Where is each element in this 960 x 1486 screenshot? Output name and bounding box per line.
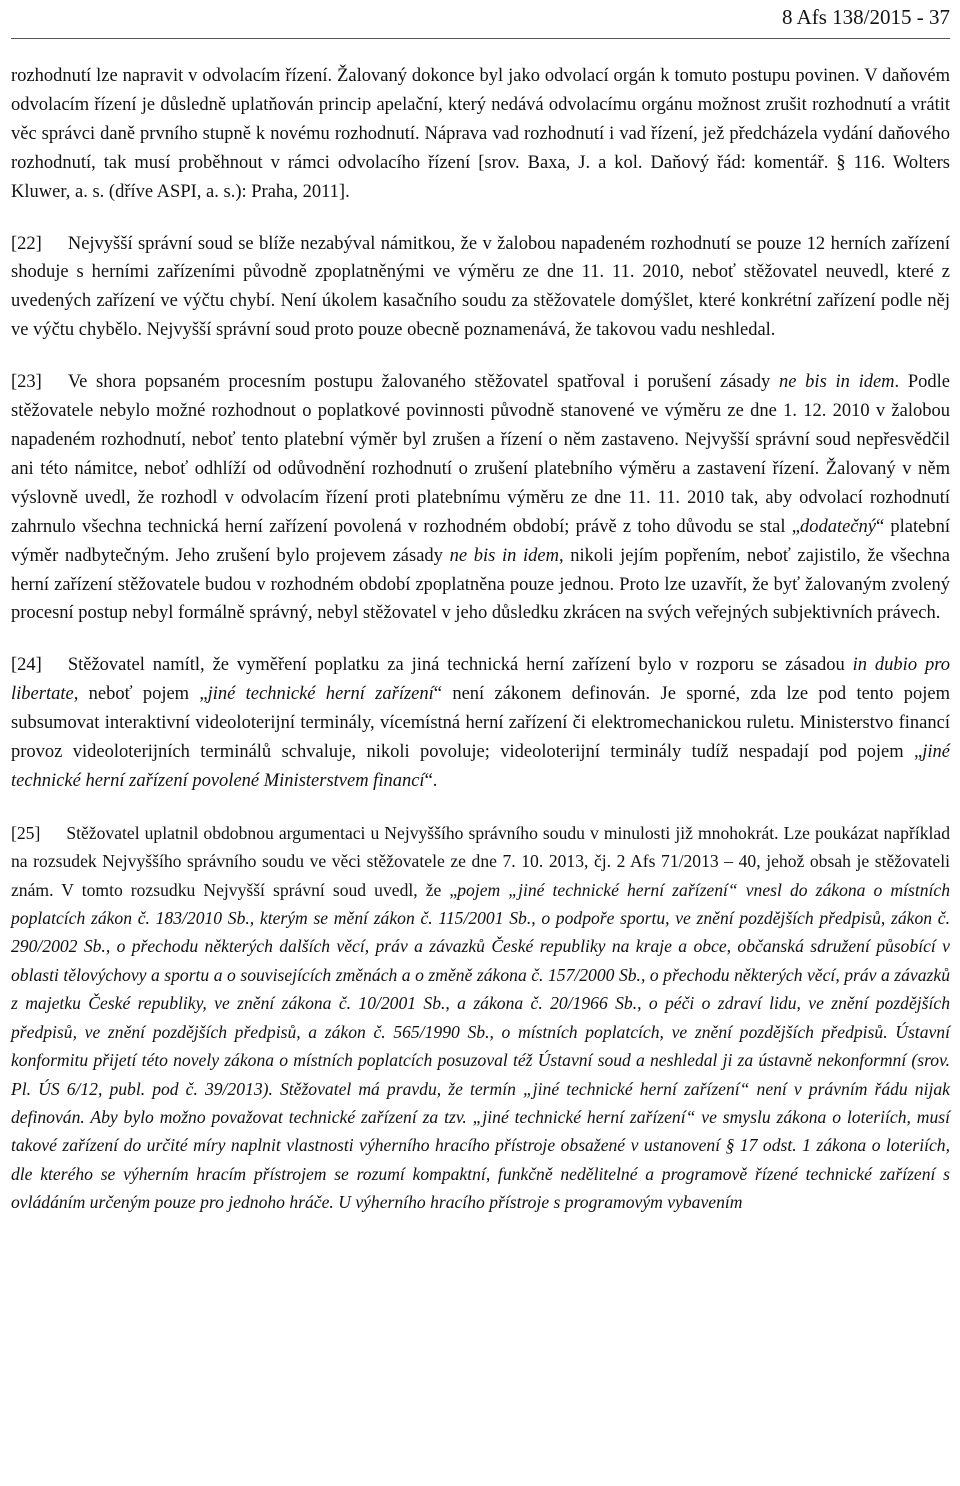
italic-text-segment: in dubio pro libertate	[11, 655, 950, 705]
paragraph-p24	[11, 651, 950, 796]
italic-text-segment: dodatečný	[799, 516, 876, 537]
text-segment: . Podle stěžovatele nebylo možné rozhodnout o poplatkové povinnosti původně stanovené ve výměru ze dne 1. 12. 2010 v žalobou napadeném rozhodnutí, neboť tento platební výměr byl zrušen a řízení o něm zastaveno. Nejvyšší správní soud nepřesvědčil ani této námitce, neboť odhlíží od odůvodnění rozhodnutí o zrušení platebního výměru a zastavení řízení. Žalovaný v něm výslovně uvedl, že rozhodl v odvolacím řízení proti platebnímu výměru ze dne 11. 11. 2010 tak, aby odvolací rozhodnutí zahrnulo všechna technická herní zařízení povolená v rozhodném období; právě z toho důvodu se stal „	[11, 372, 950, 537]
paragraph-number: [24]	[11, 655, 42, 676]
case-reference-header: 8 Afs 138/2015 - 37	[782, 5, 950, 29]
document-body	[11, 62, 950, 1217]
italic-text-segment: pojem „jiné technické herní zařízení“ vnesl do zákona o místních poplatcích zákon č. 183/2010 Sb., kterým se mění zákon č. 115/2001 Sb., o podpoře sportu, ve znění pozdějších předpisů, zákon č. 290/2002 Sb., o přechodu některých dalších věcí, práv a závazků České republiky na kraje a obce, občanská sdružení působící v oblasti tělovýchovy a sportu a o souvisejících změnách a o změně zákona č. 157/2000 Sb., o přechodu některých věcí, práv a závazků z majetku České republiky, ve znění zákona č. 10/2001 Sb., a zákona č. 20/1966 Sb., o péči o zdraví lidu, ve znění pozdějších předpisů, ve znění pozdějších předpisů, a zákon č. 565/1990 Sb., o místních poplatcích, ve znění pozdějších předpisů. Ústavní konformitu přijetí této novely zákona o místních poplatcích posuzoval též Ústavní soud a neshledal ji za ústavně nekonformní (srov. Pl. ÚS 6/12, publ. pod č. 39/2013). Stěžovatel má pravdu, že termín „jiné technické herní zařízení“ není v právním řádu nijak definován. Aby bylo možno považovat technické zařízení za tzv. „jiné technické herní zařízení“ ve smyslu zákona o loteriích, musí takové zařízení do určité míry naplnit vlastnosti výherního hracího přístroje obsažené v ustanovení § 17 odst. 1 zákona o loteriích, dle kterého se výherním hracím přístrojem se rozumí kompaktní, funkčně nedělitelné a programově řízené technické zařízení s ovládáním určeným pouze pro jednoho hráče. U výherního hracího přístroje s programovým vybavením	[11, 879, 951, 1213]
italic-text-segment: jiné technické herní zařízení	[207, 684, 434, 705]
paragraph-p21	[11, 62, 950, 207]
paragraph-number: [25]	[11, 822, 41, 843]
text-segment: Stěžovatel uplatnil obdobnou argumentaci u Nejvyššího správního soudu v minulosti již mnohokrát. Lze poukázat například na rozsudek Nejvyššího správního soudu ve věci stěžovatele ze dne 7. 10. 2013, čj. 2 Afs 71/2013 – 40, jehož obsah je stěžovateli znám. V tomto rozsudku Nejvyšší správní soud uvedl, že „	[11, 822, 950, 900]
italic-text-segment: ne bis in idem	[779, 372, 895, 393]
paragraph-p22	[11, 230, 950, 346]
paragraph-p25	[11, 819, 950, 1217]
italic-text-segment: ne bis in idem	[449, 545, 559, 566]
paragraph-p23	[11, 368, 950, 628]
header-rule	[11, 38, 950, 39]
text-segment: Stěžovatel namítl, že vyměření poplatku za jiná technická herní zařízení bylo v rozporu se zásadou	[67, 655, 853, 676]
text-segment: , neboť pojem „	[73, 684, 208, 705]
italic-text-segment: jiné technické herní zařízení povolené Ministerstvem financí	[11, 742, 950, 791]
text-segment: “.	[424, 770, 438, 791]
text-segment: Nejvyšší správní soud se blíže nezabýval námitkou, že v žalobou napadeném rozhodnutí se pouze 12 herních zařízení shoduje s herními zařízeními původně zpoplatněnými ve výměru ze dne 11. 11. 2010, neboť stěžovatel neuvedl, které z uvedených zařízení ve výčtu chybí. Není úkolem kasačního soudu za stěžovatele domýšlet, které konkrétní zařízení podle něj ve výčtu chybělo. Nejvyšší správní soud proto pouze obecně poznamenává, že takovou vadu neshledal.	[11, 233, 950, 341]
text-segment: Ve shora popsaném procesním postupu žalovaného stěžovatel spatřoval i porušení zásady	[67, 372, 780, 393]
text-segment: “ platební výměr nadbytečným. Jeho zrušení bylo projevem zásady	[11, 516, 950, 566]
paragraph-number: [23]	[11, 372, 42, 393]
text-segment: “ není zákonem definován. Je sporné, zda lze pod tento pojem subsumovat interaktivní videoloterijní terminály, vícemístná herní zařízení či elektromechanickou ruletu. Ministerstvo financí provoz videoloterijních terminálů schvaluje, nikoli povoluje; videoloterijní terminály tudíž nespadají pod pojem „	[11, 684, 950, 763]
paragraph-number: [22]	[11, 233, 42, 254]
text-segment: rozhodnutí lze napravit v odvolacím řízení. Žalovaný dokonce byl jako odvolací orgán k tomuto postupu povinen. V daňovém odvolacím řízení je důsledně uplatňován princip apelační, který nedává odvolacímu orgánu možnost zrušit rozhodnutí a vrátit věc správci daně prvního stupně k novému rozhodnutí. Náprava vad rozhodnutí i vad řízení, jež předcházela vydání daňového rozhodnutí, tak musí proběhnout v rámci odvolacího řízení [srov. Baxa, J. a kol. Daňový řád: komentář. § 116. Wolters Kluwer, a. s. (dříve ASPI, a. s.): Praha, 2011].	[11, 66, 950, 202]
text-segment: , nikoli jejím popřením, neboť zajistilo, že všechna herní zařízení stěžovatele budou v rozhodném období zpoplatněna pouze jednou. Proto lze uzavřít, že byť žalovaným zvolený procesní postup nebyl formálně správný, nebyl stěžovatel v jeho důsledku zkrácen na svých veřejných subjektivních právech.	[11, 545, 951, 624]
